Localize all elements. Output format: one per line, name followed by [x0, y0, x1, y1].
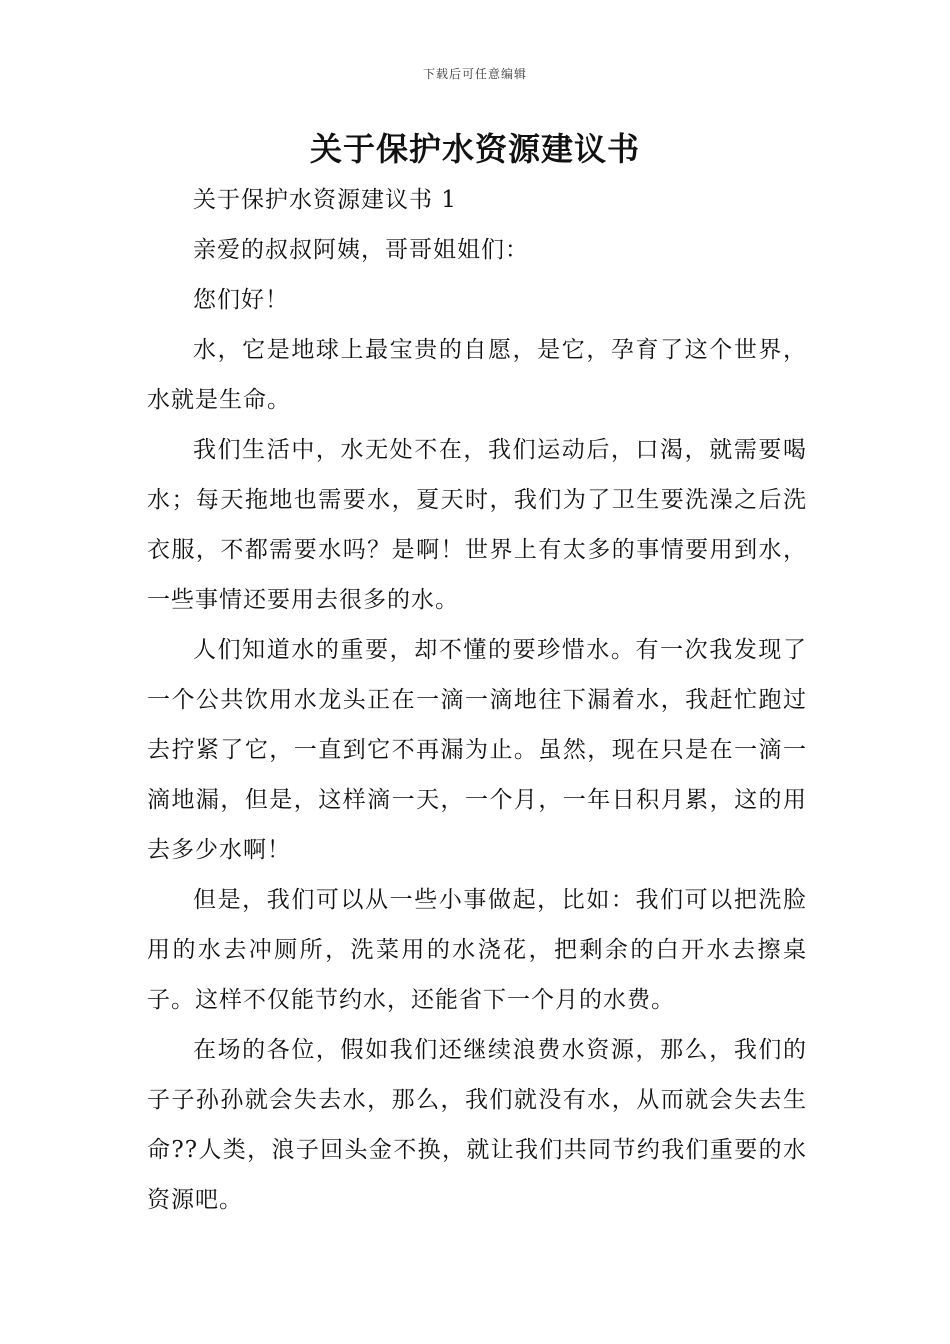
paragraph-water-is-life: 水，它是地球上最宝贵的自愿，是它，孕育了这个世界，水就是生命。 [147, 337, 807, 413]
header-note: 下载后可任意编辑 [422, 67, 527, 81]
paragraph-closing-appeal: 在场的各位，假如我们还继续浪费水资源，那么，我们的子子孙孙就会失去水，那么，我们就没有水，从而就会失去生命??人类，浪子回头金不换，就让我们共同节约我们重要的水资源吧。 [147, 1037, 807, 1213]
paragraph-dripping-tap: 人们知道水的重要，却不懂的要珍惜水。有一次我发现了一个公共饮用水龙头正在一滴一滴地往下漏着水，我赶忙跑过去拧紧了它，一直到它不再漏为止。虽然，现在只是在一滴一滴地漏，但是，这样滴一天，一个月，一年日积月累，这的用去多少水啊！ [147, 637, 807, 863]
document-title: 关于保护水资源建议书 [309, 130, 640, 168]
paragraph-greeting: 您们好！ [193, 287, 289, 313]
document-body [147, 175, 807, 1225]
paragraph-water-everywhere: 我们生活中，水无处不在，我们运动后，口渴，就需要喝水；每天拖地也需要水，夏天时，我们为了卫生要洗澡之后洗衣服，不都需要水吗？是啊！世界上有太多的事情要用到水，一些事情还要用去很多的水。 [147, 437, 807, 613]
paragraph-subtitle: 关于保护水资源建议书 1 [193, 187, 457, 213]
paragraph-small-actions: 但是，我们可以从一些小事做起，比如：我们可以把洗脸用的水去冲厕所，洗菜用的水浇花，把剩余的白开水去擦桌子。这样不仅能节约水，还能省下一个月的水费。 [147, 887, 807, 1013]
paragraph-salutation: 亲爱的叔叔阿姨，哥哥姐姐们： [193, 237, 529, 263]
